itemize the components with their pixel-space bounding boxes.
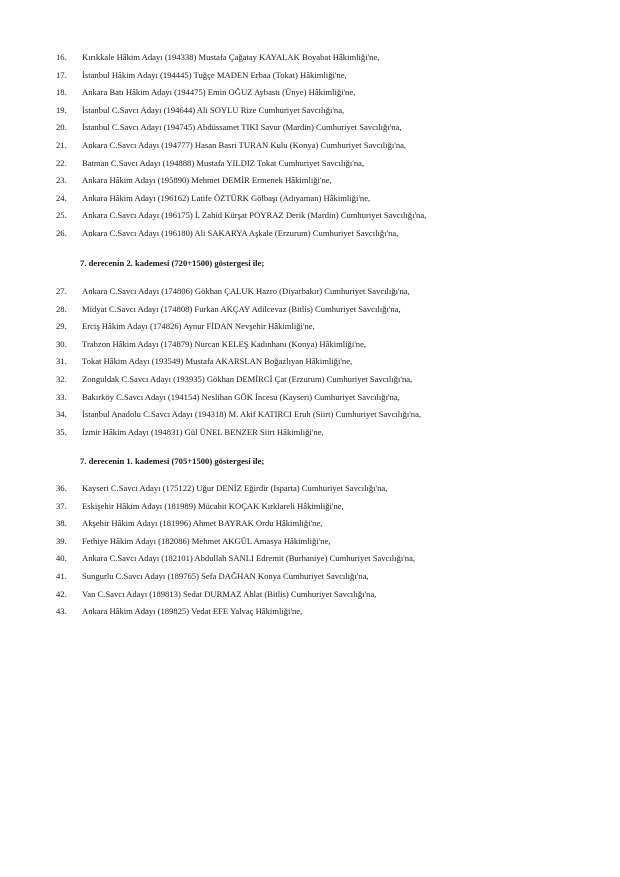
list-item — [56, 339, 596, 350]
item-number: 21. — [56, 140, 67, 150]
item-number: 23. — [56, 175, 67, 186]
list-item — [56, 122, 596, 133]
item-text: Zonguldak C.Savcı Adayı (193935) Gökhan DEMİRCİ Çat (Erzurum) Cumhuriyet Savcılığı'na, — [82, 374, 413, 384]
item-number: 33. — [56, 391, 67, 402]
list-item — [56, 105, 596, 116]
item-text: Ankara C.Savcı Adayı (174806) Gökhan ÇALUK Hazro (Diyarbakır) Cumhuriyet Savcılığı'na, — [82, 286, 410, 296]
item-number: 20. — [56, 122, 67, 133]
section-heading-2: 7. derecenin 2. kademesi (720+1500) göstergesi ile; — [80, 258, 265, 268]
list-item — [56, 175, 596, 186]
item-text: Ankara Hâkim Adayı (189825) Vedat EFE Yalvaç Hâkimliği'ne, — [82, 606, 303, 617]
item-number: 37. — [56, 500, 67, 511]
item-text: Ankara Hâkim Adayı (195890) Mehmet DEMİR Ermenek Hâkimliği'ne, — [82, 175, 332, 186]
list-item — [56, 536, 596, 547]
item-text: İstanbul Hâkim Adayı (194445) Tuğçe MADEN Erbaa (Tokat) Hâkimliği'ne, — [82, 69, 347, 80]
item-text: Ankara C.Savcı Adayı (194777) Hasan Basri TURAN Kulu (Konya) Cumhuriyet Savcılığı'na, — [82, 140, 407, 150]
item-text: Tokat Hâkim Adayı (193549) Mustafa AKARSLAN Boğazlıyan Hâkimliği'ne, — [82, 356, 353, 367]
item-number: 25. — [56, 210, 67, 221]
item-text: Bakırköy C.Savcı Adayı (194154) Neslihan GÖK İncesu (Kayseri) Cumhuriyet Savcılığı'na, — [82, 391, 400, 402]
item-number: 31. — [56, 356, 67, 367]
item-text: Trabzon Hâkim Adayı (174879) Nurcan KELEŞ Kadınhanı (Konya) Hâkimliği'ne, — [82, 338, 367, 349]
list-item — [56, 286, 596, 297]
list-item — [56, 52, 596, 63]
list-item — [56, 409, 596, 420]
item-text: İzmir Hâkim Adayı (194831) Gül ÜNEL BENZER Siirt Hâkimliği'ne, — [82, 426, 324, 437]
list-item — [56, 553, 596, 564]
item-number: 27. — [56, 286, 67, 296]
list-item — [56, 427, 596, 438]
item-text: Ankara Batı Hâkim Adayı (194475) Emin OĞUZ Aybastı (Ünye) Hâkimliği'ne, — [82, 87, 356, 98]
item-number: 39. — [56, 535, 67, 546]
item-number: 34. — [56, 409, 67, 420]
item-number: 36. — [56, 483, 67, 493]
item-text: Sungurlu C.Savcı Adayı (189765) Sefa DAĞHAN Konya Cumhuriyet Savcılığı'na, — [82, 571, 369, 581]
item-number: 38. — [56, 518, 67, 529]
item-number: 24. — [56, 192, 67, 203]
item-number: 19. — [56, 104, 67, 115]
item-text: Fethiye Hâkim Adayı (182086) Mehmet AKGÜL Amasya Hâkimliği'ne, — [82, 535, 331, 546]
list-item — [56, 483, 596, 494]
item-number: 40. — [56, 553, 67, 564]
item-text: İstanbul C.Savcı Adayı (194644) Ali SOYLU Rize Cumhuriyet Savcılığı'na, — [82, 104, 345, 115]
item-text: Ankara Hâkim Adayı (196162) Latife ÖZTÜRK Gölbaşı (Adıyaman) Hâkimliği'ne, — [82, 192, 371, 203]
item-number: 35. — [56, 426, 67, 437]
list-item — [56, 140, 596, 151]
item-number: 42. — [56, 588, 67, 599]
list-item — [56, 321, 596, 332]
item-number: 22. — [56, 157, 67, 168]
list-item — [56, 606, 596, 617]
list-item — [56, 228, 596, 239]
item-number: 43. — [56, 606, 67, 617]
list-item — [56, 356, 596, 367]
item-number: 30. — [56, 338, 67, 349]
item-text: Eskişehir Hâkim Adayı (181989) Mücahit KOÇAK Kırklareli Hâkimliği'ne, — [82, 500, 344, 511]
list-item — [56, 87, 596, 98]
item-number: 32. — [56, 374, 67, 384]
item-text: Ankara C.Savcı Adayı (182101) Abdullah SANLI Edremit (Burhaniye) Cumhuriyet Savcılığı'na, — [82, 553, 416, 564]
item-number: 41. — [56, 571, 67, 581]
list-item — [56, 589, 596, 600]
list-item — [56, 374, 596, 385]
item-text: Akşehir Hâkim Adayı (181996) Ahmet BAYRAK Ordu Hâkimliği'ne, — [82, 518, 323, 529]
item-number: 29. — [56, 321, 67, 332]
list-item — [56, 158, 596, 169]
item-number: 17. — [56, 69, 67, 80]
item-number: 28. — [56, 303, 67, 314]
list-item — [56, 210, 596, 221]
section-heading-3: 7. derecenin 1. kademesi (705+1500) göstergesi ile; — [80, 456, 265, 466]
item-text: Batman C.Savcı Adayı (194888) Mustafa YILDIZ Tokat Cumhuriyet Savcılığı'na, — [82, 157, 365, 168]
list-item — [56, 571, 596, 582]
list-item — [56, 501, 596, 512]
item-number: 18. — [56, 87, 67, 98]
item-text: İstanbul C.Savcı Adayı (194745) Abdüssamet TIKI Savur (Mardin) Cumhuriyet Savcılığı'na, — [82, 122, 402, 133]
list-item — [56, 193, 596, 204]
item-number: 26. — [56, 228, 67, 238]
item-text: Midyat C.Savcı Adayı (174808) Furkan AKÇAY Adilcevaz (Bitlis) Cumhuriyet Savcılığı'na, — [82, 303, 401, 314]
item-text: Erciş Hâkim Adayı (174826) Aynur FİDAN Nevşehir Hâkimliği'ne, — [82, 321, 315, 332]
item-number: 16. — [56, 52, 67, 62]
item-text: Ankara C.Savcı Adayı (196175) İ. Zahid Kürşat POYRAZ Derik (Mardin) Cumhuriyet Savcılığı'na, — [82, 210, 427, 221]
item-text: Kayseri C.Savcı Adayı (175122) Uğur DENİZ Eğirdir (Isparta) Cumhuriyet Savcılığı'na, — [82, 483, 388, 493]
item-text: İstanbul Anadolu C.Savcı Adayı (194318) M. Akif KATIRCI Eruh (Siirt) Cumhuriyet Savcılığı'na, — [82, 409, 422, 420]
list-item — [56, 304, 596, 315]
item-text: Van C.Savcı Adayı (189813) Sedat DURMAZ Ahlat (Bitlis) Cumhuriyet Savcılığı'na, — [82, 588, 377, 599]
item-text: Kırıkkale Hâkim Adayı (194338) Mustafa Çağatay KAYALAK Boyabat Hâkimliği'ne, — [82, 52, 380, 62]
list-item — [56, 518, 596, 529]
list-item — [56, 70, 596, 81]
item-text: Ankara C.Savcı Adayı (196180) Ali SAKARYA Aşkale (Erzurum) Cumhuriyet Savcılığı'na, — [82, 228, 399, 238]
list-item — [56, 392, 596, 403]
